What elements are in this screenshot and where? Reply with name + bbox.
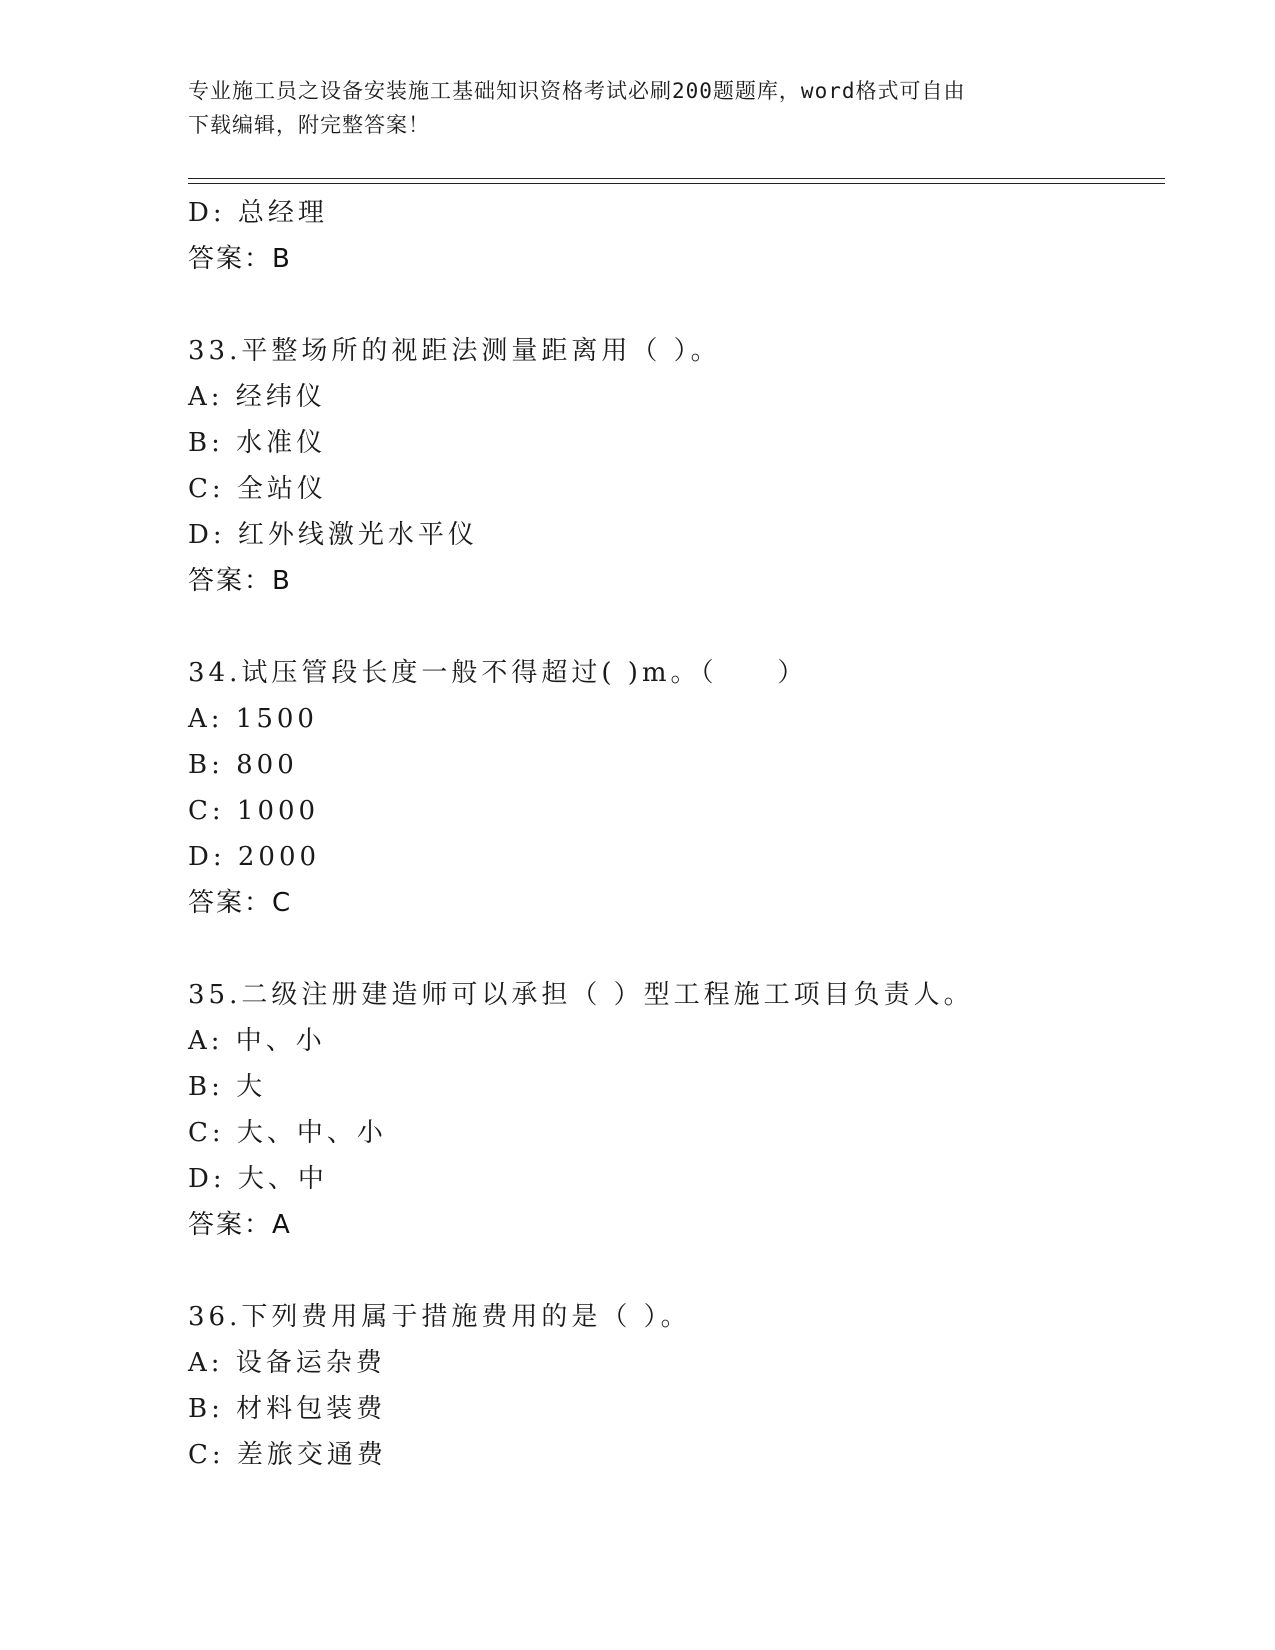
question-35	[188, 972, 1168, 1248]
option-c: C: 全站仪	[188, 474, 327, 504]
answer-line: 答案：B	[188, 244, 292, 274]
option-a: A: 设备运杂费	[188, 1348, 386, 1378]
question-stem: 35.二级注册建造师可以承担（ ）型工程施工项目负责人。	[188, 980, 974, 1010]
option-a: A: 中、小	[188, 1026, 326, 1056]
question-content	[188, 190, 1168, 1478]
option-a: A: 1500	[188, 704, 318, 734]
option-d: D: 2000	[188, 842, 321, 872]
option-d: D: 总经理	[188, 198, 328, 228]
option-d: D: 红外线激光水平仪	[188, 520, 478, 550]
answer-line: 答案：A	[188, 1210, 292, 1240]
header-line-1: 专业施工员之设备安装施工基础知识资格考试必刷200题题库，word格式可自由	[188, 79, 966, 103]
header-divider-bottom	[188, 183, 1165, 184]
question-36	[188, 1294, 1168, 1478]
question-stem: 36.下列费用属于措施费用的是（ ）。	[188, 1302, 691, 1332]
spacer	[188, 926, 1168, 972]
option-b: B: 材料包装费	[188, 1394, 387, 1424]
option-c: C: 1000	[188, 796, 320, 826]
option-d: D: 大、中	[188, 1164, 328, 1194]
spacer	[188, 604, 1168, 650]
answer-line: 答案：C	[188, 888, 293, 918]
question-stem: 34.试压管段长度一般不得超过( )m。（ ）	[188, 658, 808, 688]
question-33	[188, 328, 1168, 604]
option-a: A: 经纬仪	[188, 382, 326, 412]
question-34	[188, 650, 1168, 926]
header-line-2: 下载编辑，附完整答案！	[188, 113, 430, 137]
option-c: C: 差旅交通费	[188, 1440, 387, 1470]
option-b: B: 水准仪	[188, 428, 327, 458]
header-divider-top	[188, 178, 1165, 179]
spacer	[188, 282, 1168, 328]
option-c: C: 大、中、小	[188, 1118, 387, 1148]
option-b: B: 大	[188, 1072, 267, 1102]
previous-question-tail	[188, 190, 1168, 282]
answer-line: 答案：B	[188, 566, 292, 596]
spacer	[188, 1248, 1168, 1294]
option-b: B: 800	[188, 750, 298, 780]
document-header	[188, 74, 1088, 142]
question-stem: 33.平整场所的视距法测量距离用（ ）。	[188, 336, 721, 366]
